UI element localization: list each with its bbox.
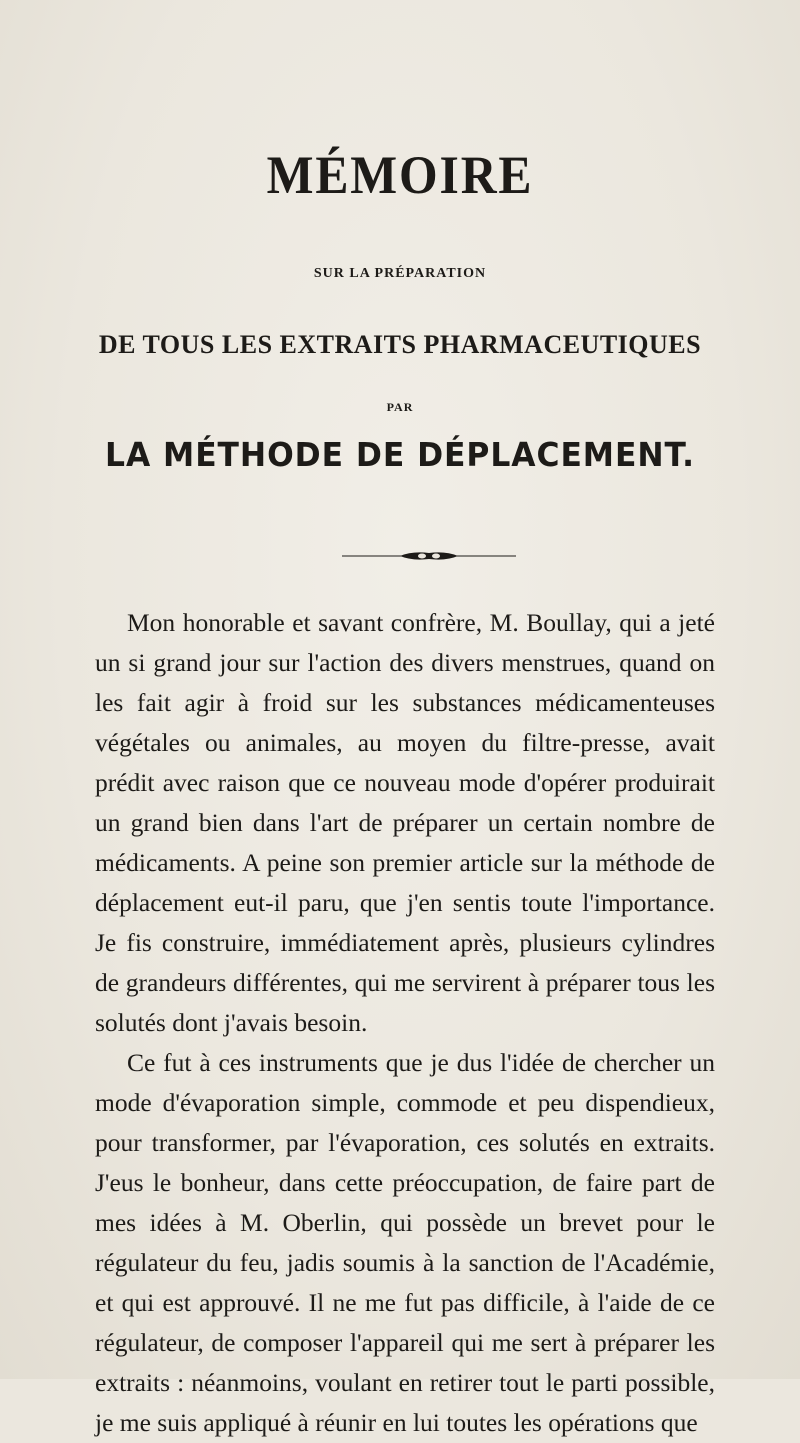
- subtitle-method: LA MÉTHODE DE DÉPLACEMENT.: [105, 435, 695, 474]
- paragraph: Mon honorable et savant confrère, M. Boullay, qui a jeté un si grand jour sur l'action des divers menstrues, quand on les fait agir à froid sur les substances médicamenteuses végétales ou animales, au moyen du filtre-presse, avait prédit avec raison que ce nouveau mode d'opérer produirait un grand bien dans l'art de préparer un certain nombre de médicaments. A peine son premier article sur la méthode de déplacement eut-il paru, que j'en sentis toute l'importance. Je fis construire, immédiatement après, plusieurs cylindres de grandeurs différentes, qui me servirent à préparer tous les solutés dont j'avais besoin.: [95, 608, 715, 1037]
- subtitle-main: DE TOUS LES EXTRAITS PHARMACEUTIQUES: [98, 330, 702, 359]
- subtitle-sur: SUR LA PRÉPARATION: [313, 266, 487, 281]
- page-title: MÉMOIRE: [266, 145, 534, 205]
- ornamental-rule: [342, 550, 516, 562]
- body-text: [95, 603, 715, 1443]
- paragraph: Ce fut à ces instruments que je dus l'idée de chercher un mode d'évaporation simple, commode et peu dispendieux, pour transformer, par l'évaporation, ces solutés en extraits. J'eus le bonheur, dans cette préoccupation, de faire part de mes idées à M. Oberlin, qui possède un brevet pour le régulateur du feu, jadis soumis à la sanction de l'Académie, et qui est approuvé. Il ne me fut pas difficile, à l'aide de ce régulateur, de composer l'appareil qui me sert à préparer les extraits : néanmoins, voulant en retirer tout le parti possible, je me suis appliqué à réunir en lui toutes les opérations que: [95, 1048, 715, 1437]
- subtitle-par: PAR: [386, 400, 414, 414]
